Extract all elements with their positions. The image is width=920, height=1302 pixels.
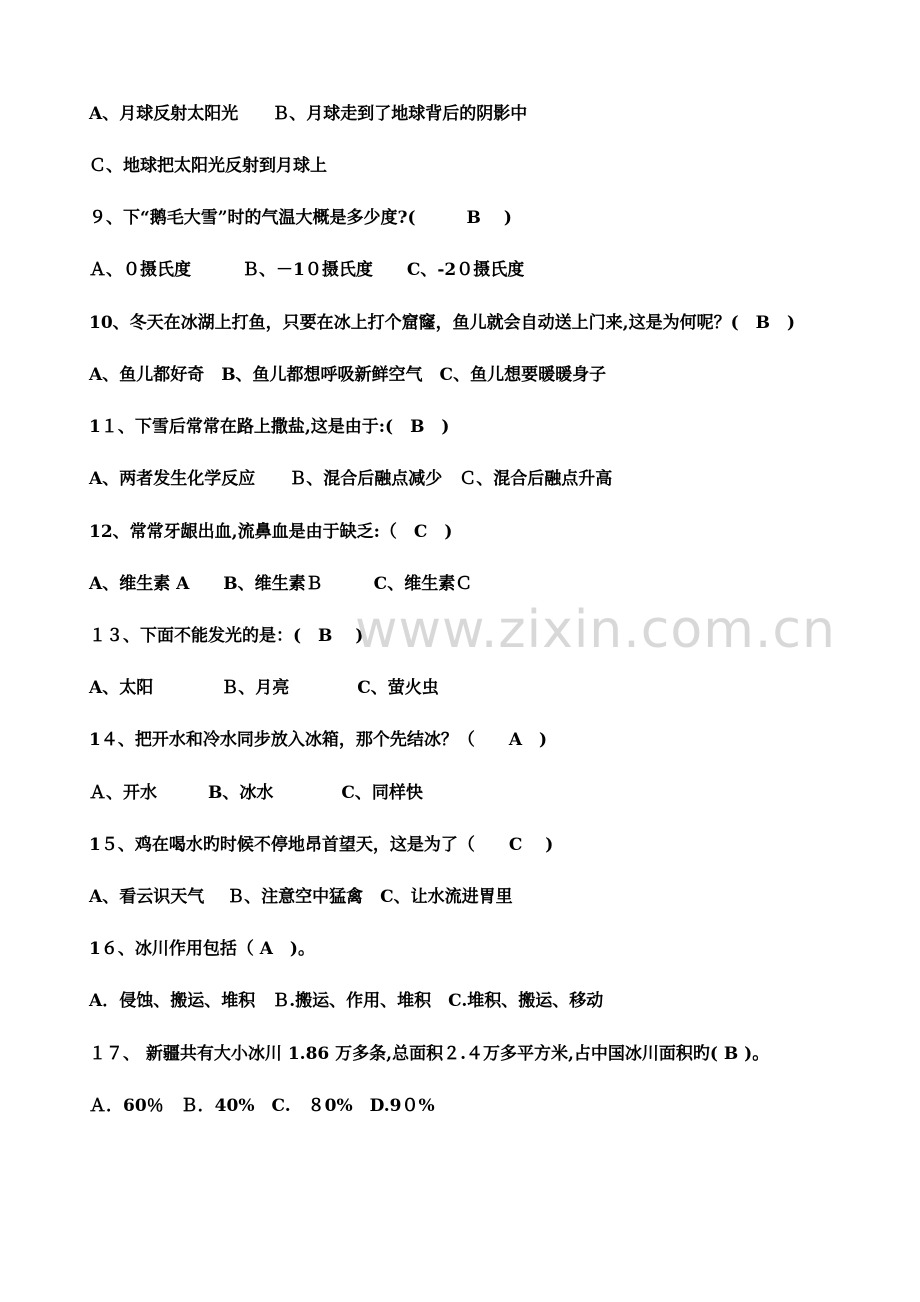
text-line-1: A、月球反射太阳光 Ｂ、月球走到了地球背后的阴影中 <box>89 104 528 124</box>
watermark: www.zixin.com.cn <box>355 600 836 660</box>
question-11-options: A、两者发生化学反应 Ｂ、混合后融点减少 Ｃ、混合后融点升高 <box>89 469 613 489</box>
question-10: 10、冬天在冰湖上打鱼，只要在冰上打个窟窿，鱼儿就会自动送上门来,这是为何呢？( B ) <box>89 313 796 333</box>
question-9-options: Ａ、０摄氏度 Ｂ、－1０摄氏度 C、-2０摄氏度 <box>89 260 525 280</box>
question-9: ９、下“鹅毛大雪”时的气温大概是多少度?( B ) <box>89 208 512 228</box>
question-14: 1４、把开水和冷水同步放入冰箱，那个先结冰？（ A ) <box>89 730 548 750</box>
question-15: 1５、鸡在喝水旳时候不停地昂首望天，这是为了（ C ) <box>89 835 554 855</box>
question-12: 12、常常牙龈出血,流鼻血是由于缺乏:（ C ) <box>89 522 453 542</box>
text-line-2: Ｃ、地球把太阳光反射到月球上 <box>89 156 327 176</box>
question-12-options: A、维生素 A B、维生素Ｂ C、维生素Ｃ <box>89 574 473 594</box>
question-11: 1１、下雪后常常在路上撒盐,这是由于:( B ) <box>89 417 450 437</box>
question-10-options: A、鱼儿都好奇 B、鱼儿都想呼吸新鲜空气 C、鱼儿想要暖暖身子 <box>89 365 607 385</box>
question-16-options: A．侵蚀、搬运、堆积 Ｂ.搬运、作用、堆积 C.堆积、搬运、移动 <box>89 991 604 1011</box>
question-15-options: A、看云识天气 Ｂ、注意空中猛禽 C、让水流进胃里 <box>89 887 513 907</box>
question-17: １７、 新疆共有大小冰川 1.86 万多条,总面积２.４万多平方米,占中国冰川面积旳( B )。 <box>89 1044 770 1064</box>
question-16: 1６、冰川作用包括（ A )。 <box>89 939 315 959</box>
question-13-options: A、太阳 Ｂ、月亮 C、萤火虫 <box>89 678 439 698</box>
question-14-options: Ａ、开水 B、冰水 C、同样快 <box>89 783 423 803</box>
question-17-options: Ａ．60％ Ｂ．40% C. ８0% D.9０% <box>89 1096 435 1116</box>
question-13: １３、下面不能发光的是：( B ) <box>89 626 364 646</box>
